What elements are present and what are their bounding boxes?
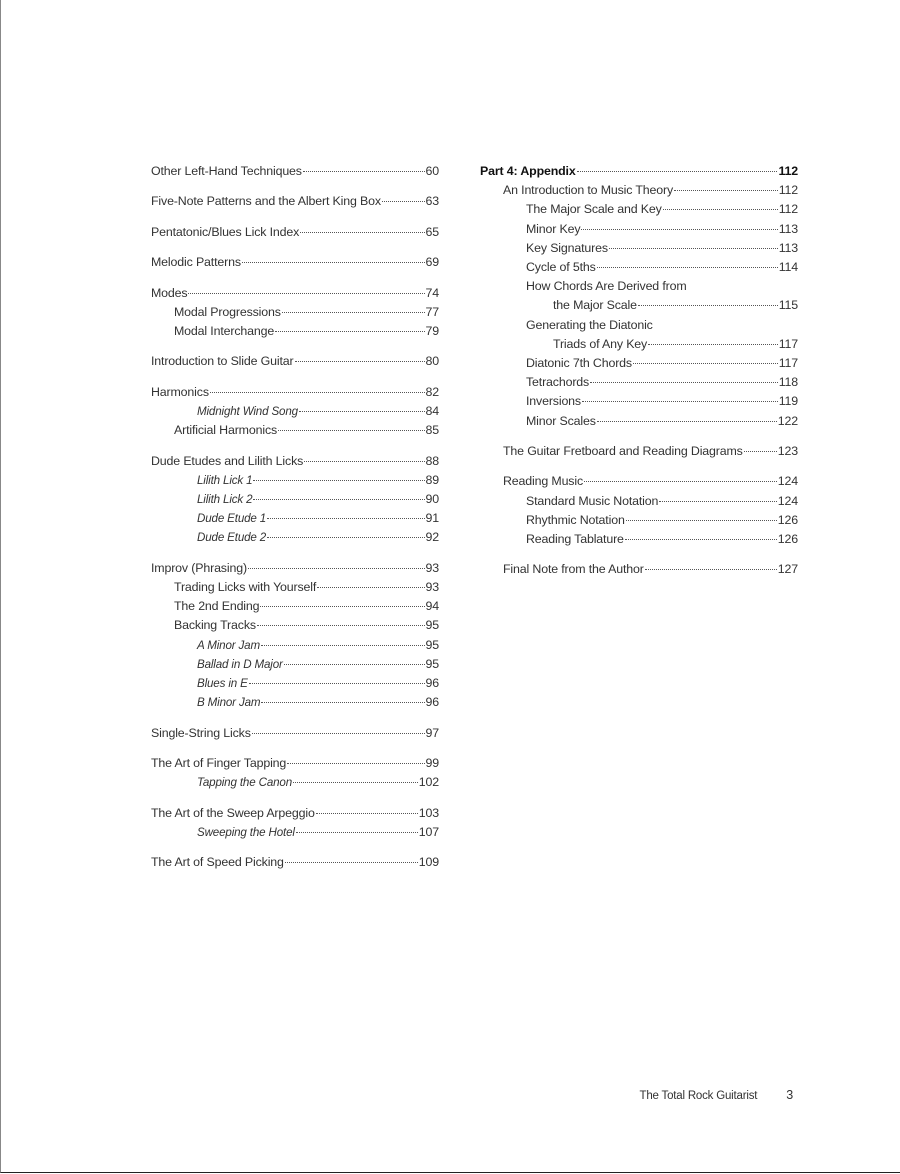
dot-leader [674, 179, 778, 191]
toc-page-number: 95 [425, 656, 439, 671]
dot-leader [282, 301, 425, 313]
toc-page-number: 60 [425, 164, 439, 178]
dot-leader [278, 419, 424, 431]
toc-entry-title: Lilith Lick 2 [197, 492, 253, 506]
dot-leader [285, 851, 418, 863]
toc-entry-title: Minor Scales [526, 413, 596, 428]
toc-page-number: 118 [778, 375, 798, 390]
toc-entry [151, 253, 439, 272]
toc-entry-title: Generating the Diatonic [526, 317, 653, 332]
toc-page-number: 65 [425, 224, 439, 239]
toc-entry-title: Cycle of 5ths [526, 260, 596, 275]
dot-leader [275, 320, 424, 332]
toc-entry [151, 223, 439, 242]
toc-page-number: 124 [777, 474, 798, 489]
dot-leader [252, 721, 425, 733]
toc-page-number: 93 [425, 560, 439, 575]
dot-leader [577, 160, 778, 172]
dot-leader [296, 821, 418, 833]
toc-page-number: 124 [777, 493, 798, 508]
toc-page-number: 82 [425, 384, 439, 399]
toc-entry [151, 322, 439, 341]
toc-entry-title: Minor Key [526, 221, 581, 236]
toc-page-number: 112 [778, 164, 798, 178]
toc-page-number: 123 [777, 444, 798, 459]
toc-page-number: 85 [425, 423, 439, 438]
dot-leader [744, 440, 777, 452]
dot-leader [317, 576, 424, 588]
dot-leader [645, 558, 777, 570]
toc-entry-title: Five-Note Patterns and the Albert King Box [151, 194, 381, 209]
toc-page-number: 79 [425, 323, 439, 338]
toc-entry [480, 296, 798, 315]
toc-entry [151, 693, 439, 712]
dot-leader [249, 672, 425, 684]
dot-leader [633, 352, 778, 364]
toc-page-number: 91 [425, 511, 439, 526]
toc-page-number: 84 [425, 403, 439, 418]
toc-entry-title: Single-String Licks [151, 725, 251, 740]
dot-leader [597, 256, 778, 268]
toc-page-number: 102 [418, 775, 439, 790]
dot-leader [299, 400, 425, 412]
dot-leader [638, 294, 778, 306]
toc-entry-title: The Art of Speed Picking [151, 855, 284, 870]
dot-leader [626, 509, 777, 521]
toc-entry-title: Part 4: Appendix [480, 164, 576, 178]
dot-leader [609, 237, 778, 249]
dot-leader [284, 653, 425, 665]
toc-entry-title: Melodic Patterns [151, 255, 241, 270]
toc-entry-title: How Chords Are Derived from [526, 279, 687, 294]
toc-entry [151, 853, 439, 872]
toc-page-number: 90 [425, 491, 439, 506]
toc-entry [151, 823, 439, 842]
toc-entry-title: Standard Music Notation [526, 493, 659, 508]
dot-leader [316, 801, 418, 813]
toc-page-number: 117 [778, 336, 798, 351]
toc-page-number: 77 [425, 304, 439, 319]
toc-entry-title: Improv (Phrasing) [151, 560, 247, 575]
dot-leader [260, 595, 424, 607]
toc-entry-title: Sweeping the Hotel [197, 825, 295, 839]
toc-page-number: 97 [425, 725, 439, 740]
toc-entry-title: Introduction to Slide Guitar [151, 354, 294, 369]
toc-entry-title: Other Left-Hand Techniques [151, 164, 302, 178]
dot-leader [188, 281, 424, 293]
dot-leader [382, 190, 425, 202]
dot-leader [625, 528, 777, 540]
dot-leader [257, 614, 425, 626]
toc-entry-title: Harmonics [151, 384, 209, 399]
toc-entry-title: The Art of Finger Tapping [151, 755, 287, 770]
toc-entry-title: Pentatonic/Blues Lick Index [151, 224, 300, 239]
toc-entry-title: Midnight Wind Song [197, 404, 298, 418]
toc-page-number: 96 [425, 695, 439, 710]
footer-book-title: The Total Rock Guitarist [639, 1090, 758, 1102]
page-footer [640, 1088, 793, 1102]
toc-entry-title: A Minor Jam [197, 638, 260, 652]
toc-page-number: 94 [425, 599, 439, 614]
toc-page-number: 103 [418, 805, 439, 820]
dot-leader [590, 371, 778, 383]
toc-page-number: 69 [425, 255, 439, 270]
dot-leader [261, 633, 425, 645]
dot-leader [597, 409, 777, 421]
toc-entry-title: Dude Etudes and Lilith Licks [151, 453, 304, 468]
toc-entry-title: An Introduction to Music Theory [503, 183, 674, 198]
dot-leader [648, 333, 778, 345]
dot-leader [300, 221, 424, 233]
dot-leader [253, 469, 424, 481]
toc-entry [151, 528, 439, 547]
toc-entry-title: Rhythmic Notation [526, 512, 625, 527]
toc-page-number: 114 [778, 260, 798, 275]
dot-leader [267, 507, 424, 519]
toc-entry-title: Ballad in D Major [197, 657, 283, 671]
dot-leader [584, 470, 777, 482]
toc-entry-title: Diatonic 7th Chords [526, 356, 632, 371]
toc-left-column [151, 162, 439, 872]
toc-entry [151, 352, 439, 371]
toc-entry-title: Key Signatures [526, 240, 608, 255]
toc-entry-title: Blues in E [197, 676, 248, 690]
toc-page-number: 80 [425, 354, 439, 369]
toc-entry [151, 162, 439, 181]
toc-entry [151, 773, 439, 792]
toc-page-number: 96 [425, 675, 439, 690]
toc-entry-title: Backing Tracks [174, 618, 256, 633]
dot-leader [261, 691, 424, 703]
toc-page-number: 88 [425, 453, 439, 468]
toc-page-number: 117 [778, 356, 798, 371]
toc-page-number: 126 [777, 532, 798, 547]
dot-leader [659, 489, 777, 501]
dot-leader [663, 198, 778, 210]
toc-entry-title: Triads of Any Key [553, 336, 648, 351]
toc-entry [151, 421, 439, 440]
dot-leader [210, 381, 425, 393]
toc-entry [480, 560, 798, 579]
dot-leader [242, 251, 425, 263]
toc-page-number: 95 [425, 618, 439, 633]
toc-entry-title: The Art of the Sweep Arpeggio [151, 805, 315, 820]
toc-entry-title: The Major Scale and Key [526, 202, 662, 217]
toc-entry-title: Modes [151, 285, 188, 300]
toc-entry [480, 442, 798, 461]
toc-entry [151, 724, 439, 743]
dot-leader [248, 557, 425, 569]
toc-entry-title: B Minor Jam [197, 696, 261, 710]
toc-page-number: 115 [778, 298, 798, 313]
toc-entry [480, 530, 798, 549]
dot-leader [582, 390, 778, 402]
toc-page-number: 63 [425, 194, 439, 209]
toc-entry-title: Trading Licks with Yourself [174, 579, 317, 594]
toc-page-number: 109 [418, 855, 439, 870]
dot-leader [253, 488, 424, 500]
toc-entry-title: Reading Music [503, 474, 584, 489]
toc-entry [151, 192, 439, 211]
dot-leader [295, 350, 425, 362]
toc-page-number: 112 [778, 202, 798, 217]
toc-page-number: 119 [778, 394, 798, 409]
toc-page-number: 93 [425, 579, 439, 594]
toc-page-number: 74 [425, 285, 439, 300]
toc-page-number: 112 [778, 183, 798, 198]
toc-page-number: 127 [777, 562, 798, 577]
toc-entry [480, 412, 798, 431]
toc-entry-title: The 2nd Ending [174, 599, 260, 614]
toc-page-number: 113 [778, 221, 798, 236]
toc-entry-title: Modal Progressions [174, 304, 281, 319]
toc-entry-title: Tetrachords [526, 375, 590, 390]
toc-page-number: 126 [777, 512, 798, 527]
toc-page-number: 92 [425, 530, 439, 545]
toc-entry-title: Dude Etude 1 [197, 512, 267, 526]
toc-entry-title: Lilith Lick 1 [197, 473, 253, 487]
dot-leader [304, 449, 424, 461]
footer-page-number: 3 [786, 1088, 793, 1102]
dot-leader [303, 160, 425, 172]
toc-page-number: 89 [425, 472, 439, 487]
toc-entry-title: Reading Tablature [526, 532, 624, 547]
toc-entry [480, 258, 798, 277]
toc-entry-title: Modal Interchange [174, 323, 275, 338]
dot-leader [581, 217, 777, 229]
toc-entry-title: Final Note from the Author [503, 562, 644, 577]
toc-entry-title: The Guitar Fretboard and Reading Diagrams [503, 444, 743, 459]
toc-page-number: 107 [418, 824, 439, 839]
dot-leader [293, 771, 418, 783]
toc-page-number: 122 [777, 413, 798, 428]
toc-entry-title: Artificial Harmonics [174, 423, 278, 438]
toc-page-number: 95 [425, 637, 439, 652]
toc-entry-title: Inversions [526, 394, 581, 409]
toc-page-number: 99 [425, 755, 439, 770]
toc-right-column [480, 162, 798, 580]
dot-leader [287, 752, 424, 764]
toc-entry-title: the Major Scale [553, 298, 637, 313]
toc-entry-title: Dude Etude 2 [197, 531, 267, 545]
toc-entry-title: Tapping the Canon [197, 776, 293, 790]
dot-leader [267, 526, 424, 538]
toc-page-number: 113 [778, 240, 798, 255]
